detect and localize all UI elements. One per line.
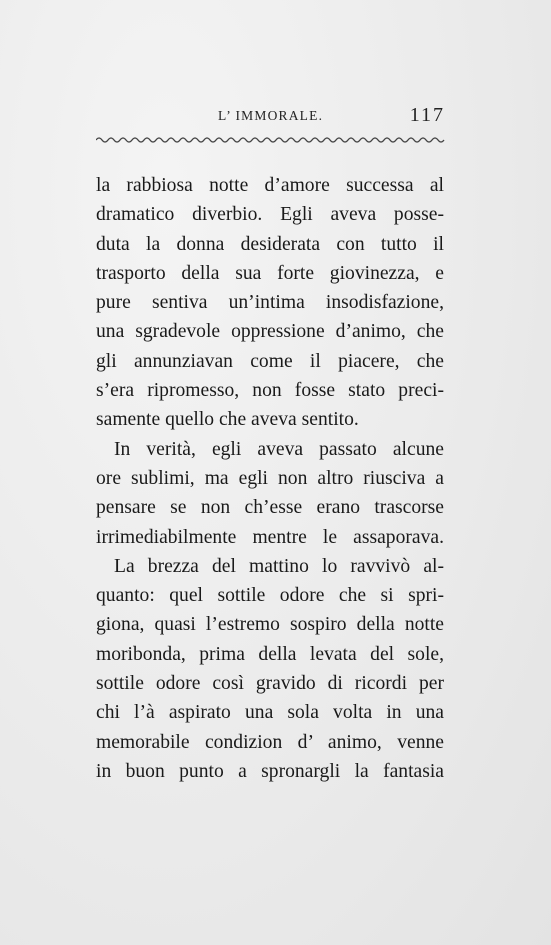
text-line: sottile odore così gravido di ricordi per	[96, 673, 444, 695]
text-line: pensare se non ch’esse erano trascorse	[96, 497, 444, 519]
text-line: In verità, egli aveva passato alcune	[114, 438, 444, 460]
text-line: pure sentiva un’intima insodisfazione,	[96, 292, 444, 314]
text-line: s’era ripromesso, non fosse stato preci-	[96, 380, 444, 402]
text-line: chi l’à aspirato una sola volta in una	[96, 702, 444, 724]
body-text	[96, 171, 444, 786]
text-line: memorabile condizion d’ animo, venne	[96, 731, 444, 753]
text-line: moribonda, prima della levata del sole,	[96, 643, 444, 665]
text-line: dramatico diverbio. Egli aveva posse-	[96, 204, 444, 226]
text-line: giona, quasi l’estremo sospiro della notte	[96, 614, 444, 636]
text-line: ore sublimi, ma egli non altro riusciva a	[96, 467, 444, 489]
text-line: samente quello che aveva sentito.	[96, 409, 359, 431]
paragraph-1	[96, 171, 444, 435]
paragraph-2	[96, 435, 444, 552]
text-line: una sgradevole oppressione d’animo, che	[96, 321, 444, 343]
page-header	[92, 104, 445, 130]
paragraph-3	[96, 552, 444, 786]
page-number: 117	[409, 104, 445, 126]
text-line: duta la donna desiderata con tutto il	[96, 233, 444, 255]
running-title: L’ IMMORALE.	[218, 108, 324, 123]
text-line: gli annunziavan come il piacere, che	[96, 350, 444, 372]
text-line: in buon punto a spronargli la fantasia	[96, 760, 444, 782]
text-line: irrimediabilmente mentre le assaporava.	[96, 526, 444, 548]
decorative-rule	[96, 136, 446, 144]
text-line: quanto: quel sottile odore che si spri-	[96, 585, 444, 607]
text-line: la rabbiosa notte d’amore successa al	[96, 175, 444, 196]
text-line: trasporto della sua forte giovinezza, e	[96, 262, 444, 284]
text-line: La brezza del mattino lo ravvivò al-	[114, 555, 444, 577]
